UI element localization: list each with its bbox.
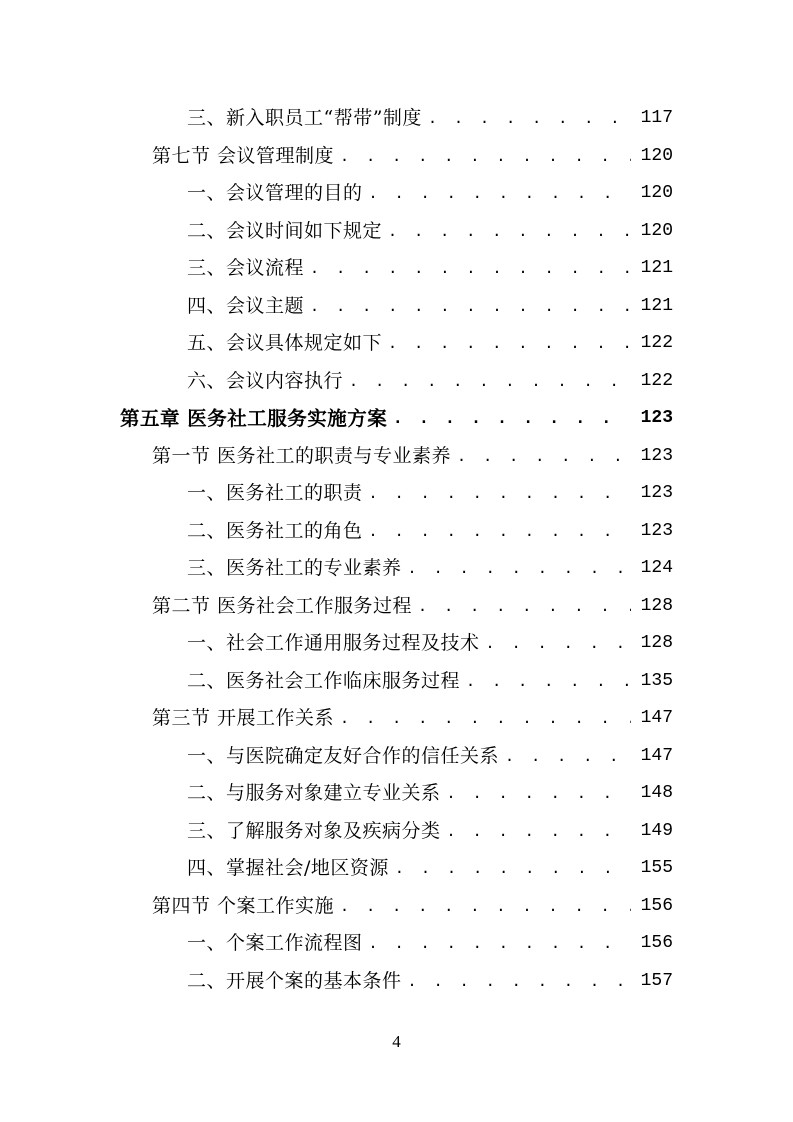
toc-entry[interactable] <box>0 100 793 138</box>
toc-entry-page: 156 <box>640 933 673 953</box>
toc-entry[interactable] <box>0 325 793 363</box>
toc-entry[interactable] <box>0 213 793 251</box>
toc-entry-page: 147 <box>640 708 673 728</box>
toc-entry-page: 128 <box>640 595 673 616</box>
toc-leader-dots <box>349 363 631 401</box>
toc-leader-dots <box>388 213 631 251</box>
toc-entry-title: 第七节 会议管理制度 <box>152 144 335 167</box>
table-of-contents <box>0 100 793 1000</box>
toc-entry-title: 第三节 开展工作关系 <box>152 707 335 729</box>
toc-entry-title: 二、与服务对象建立专业关系 <box>187 782 441 804</box>
toc-leader-dots <box>447 813 631 851</box>
toc-entry-title: 一、社会工作通用服务过程及技术 <box>187 632 480 654</box>
toc-entry-title: 一、医务社工的职责 <box>187 482 363 504</box>
toc-entry-page: 156 <box>640 895 673 916</box>
toc-entry-page: 149 <box>640 820 673 841</box>
toc-leader-dots <box>369 475 631 513</box>
toc-entry-page: 123 <box>640 408 673 428</box>
toc-leader-dots <box>418 588 631 626</box>
toc-entry-title: 第一节 医务社工的职责与专业素养 <box>152 444 452 467</box>
toc-entry[interactable] <box>0 813 793 851</box>
toc-entry-title: 一、会议管理的目的 <box>187 182 363 204</box>
toc-entry-title: 第二节 医务社会工作服务过程 <box>152 594 413 617</box>
toc-entry[interactable] <box>0 775 793 813</box>
toc-entry-title: 三、新入职员工“帮带”制度 <box>187 107 422 129</box>
toc-entry[interactable] <box>0 288 793 326</box>
toc-leader-dots <box>395 850 631 888</box>
toc-entry-title: 二、医务社会工作临床服务过程 <box>187 669 461 692</box>
toc-entry[interactable] <box>0 363 793 401</box>
toc-entry[interactable] <box>0 700 793 738</box>
toc-entry-title: 一、与医院确定友好合作的信任关系 <box>187 744 500 767</box>
toc-entry-page: 120 <box>640 220 673 241</box>
toc-entry[interactable] <box>0 175 793 213</box>
toc-entry[interactable] <box>0 925 793 963</box>
toc-entry-page: 121 <box>640 295 673 316</box>
toc-leader-dots <box>388 325 631 363</box>
toc-entry-page: 148 <box>640 783 673 803</box>
toc-entry-page: 124 <box>640 558 673 578</box>
toc-entry-title: 第五章 医务社工服务实施方案 <box>120 407 388 430</box>
toc-entry-title: 三、了解服务对象及疾病分类 <box>187 819 441 842</box>
toc-entry-title: 三、会议流程 <box>187 257 305 279</box>
toc-leader-dots <box>505 738 631 776</box>
toc-entry[interactable] <box>0 550 793 588</box>
toc-entry-page: 117 <box>640 108 673 128</box>
toc-entry-page: 157 <box>640 970 673 991</box>
toc-entry[interactable] <box>0 963 793 1001</box>
toc-leader-dots <box>408 550 631 588</box>
page-number: 4 <box>392 1032 401 1051</box>
toc-entry-title: 五、会议具体规定如下 <box>187 332 383 354</box>
toc-entry-page: 122 <box>640 333 673 353</box>
toc-leader-dots <box>457 438 631 476</box>
toc-entry-page: 122 <box>640 370 673 391</box>
toc-leader-dots <box>447 775 631 813</box>
toc-entry-page: 135 <box>640 670 673 691</box>
toc-leader-dots <box>466 663 631 701</box>
toc-entry-page: 120 <box>640 145 673 166</box>
toc-entry-title: 四、会议主题 <box>187 294 305 317</box>
toc-leader-dots <box>310 250 631 288</box>
toc-entry-title: 二、会议时间如下规定 <box>187 219 383 242</box>
toc-entry-title: 三、医务社工的专业素养 <box>187 557 402 579</box>
toc-entry-title: 二、医务社工的角色 <box>187 519 363 542</box>
toc-leader-dots <box>408 963 631 1001</box>
toc-leader-dots <box>393 400 631 438</box>
toc-entry-page: 121 <box>640 258 673 278</box>
toc-entry[interactable] <box>0 888 793 926</box>
toc-leader-dots <box>369 925 631 963</box>
toc-entry-page: 155 <box>640 858 673 878</box>
toc-entry-page: 147 <box>640 745 673 766</box>
toc-entry[interactable] <box>0 738 793 776</box>
toc-entry-page: 120 <box>640 183 673 203</box>
toc-chapter-entry[interactable] <box>0 400 793 438</box>
toc-entry[interactable] <box>0 588 793 626</box>
toc-entry-page: 123 <box>640 520 673 541</box>
toc-entry-page: 128 <box>640 633 673 653</box>
toc-entry-title: 六、会议内容执行 <box>187 369 344 392</box>
toc-leader-dots <box>310 288 631 326</box>
toc-leader-dots <box>340 700 631 738</box>
toc-entry-page: 123 <box>640 483 673 503</box>
toc-entry[interactable] <box>0 513 793 551</box>
toc-leader-dots <box>428 100 631 138</box>
toc-entry[interactable] <box>0 625 793 663</box>
toc-leader-dots <box>340 138 631 176</box>
toc-leader-dots <box>369 175 631 213</box>
toc-leader-dots <box>486 625 631 663</box>
toc-entry-title: 四、掌握社会/地区资源 <box>187 857 389 879</box>
toc-entry-title: 第四节 个案工作实施 <box>152 894 335 917</box>
toc-leader-dots <box>340 888 631 926</box>
toc-entry[interactable] <box>0 850 793 888</box>
toc-entry[interactable] <box>0 138 793 176</box>
toc-entry-page: 123 <box>640 445 673 466</box>
toc-entry[interactable] <box>0 663 793 701</box>
toc-entry[interactable] <box>0 475 793 513</box>
toc-entry-title: 一、个案工作流程图 <box>187 932 363 954</box>
toc-entry-title: 二、开展个案的基本条件 <box>187 969 402 992</box>
toc-entry[interactable] <box>0 438 793 476</box>
toc-leader-dots <box>369 513 631 551</box>
toc-entry[interactable] <box>0 250 793 288</box>
